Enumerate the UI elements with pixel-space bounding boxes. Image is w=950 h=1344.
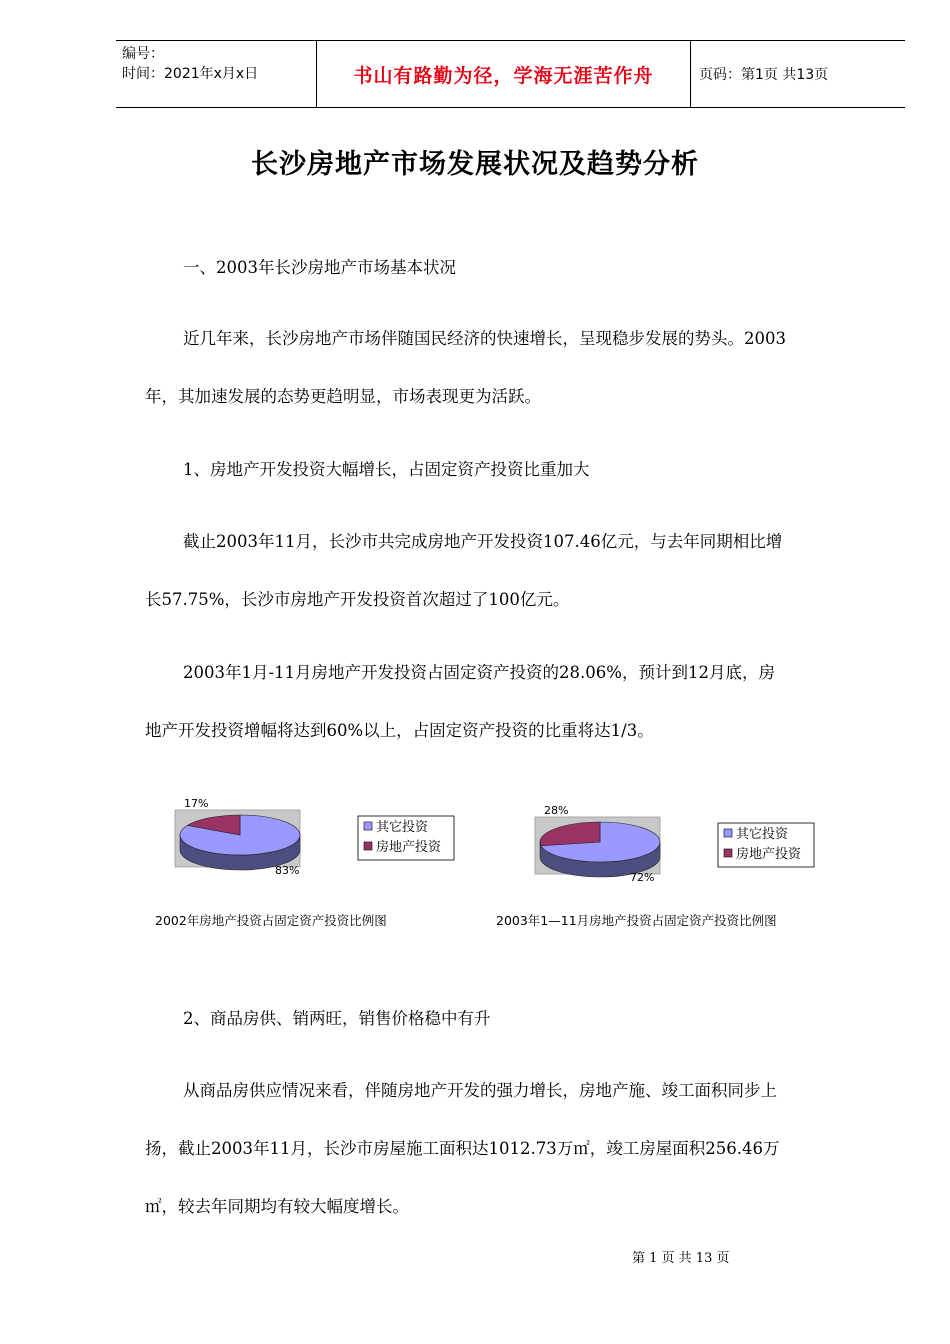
legend-label-1: 房地产投资 [376, 840, 442, 855]
legend-label-0: 其它投资 [736, 827, 789, 842]
header-motto: 书山有路勤为径，学海无涯苦作舟 [316, 41, 691, 107]
subheading-2: 2、商品房供、销两旺，销售价格稳中有升 [183, 1009, 491, 1028]
document-title: 长沙房地产市场发展状况及趋势分析 [251, 149, 699, 180]
paragraph-2-line-1: 截止2003年11月，长沙市共完成房地产开发投资107.46亿元，与去年同期相比增 [183, 532, 783, 551]
legend-swatch-0 [364, 822, 372, 830]
paragraph-3-line-1: 2003年1月-11月房地产开发投资占固定资产投资的28.06%，预计到12月底，房 [183, 663, 775, 682]
pie-label-other: 72% [630, 871, 655, 884]
legend-swatch-1 [724, 849, 732, 857]
pie-label-realestate: 17% [184, 797, 209, 810]
paragraph-4-line-3: ㎡，较去年同期均有较大幅度增长。 [145, 1197, 409, 1216]
pie-chart-2003 [530, 797, 830, 892]
page-footer: 第 1 页 共 13 页 [632, 1251, 730, 1266]
time-label: 时间：2021年x月x日 [122, 66, 259, 82]
legend-label-0: 其它投资 [376, 820, 429, 835]
paragraph-4-line-2: 扬，截止2003年11月，长沙市房屋施工面积达1012.73万㎡，竣工房屋面积256.46万 [145, 1139, 780, 1158]
paragraph-3-line-2: 地产开发投资增幅将达到60%以上，占固定资产投资的比重将达1/3。 [145, 721, 654, 740]
subheading-1: 1、房地产开发投资大幅增长，占固定资产投资比重加大 [183, 460, 590, 479]
number-label: 编号： [122, 46, 164, 62]
legend-swatch-1 [364, 842, 372, 850]
pie-chart-2003-caption: 2003年1—11月房地产投资占固定资产投资比例图 [496, 913, 777, 928]
header-page-info: 页码：第1页 共13页 [699, 67, 829, 83]
paragraph-1-line-2: 年，其加速发展的态势更趋明显，市场表现更为活跃。 [145, 387, 541, 406]
pie-chart-2002-caption: 2002年房地产投资占固定资产投资比例图 [155, 913, 387, 928]
paragraph-4-line-1: 从商品房供应情况来看，伴随房地产开发的强力增长，房地产施、竣工面积同步上 [183, 1081, 777, 1100]
paragraph-2-line-2: 长57.75%，长沙市房地产开发投资首次超过了100亿元。 [145, 590, 570, 609]
pie-chart-2002 [170, 790, 470, 885]
legend-label-1: 房地产投资 [736, 847, 802, 862]
document-header [116, 40, 905, 108]
pie-label-realestate: 28% [544, 804, 569, 817]
section-heading-1: 一、2003年长沙房地产市场基本状况 [183, 258, 456, 277]
legend-swatch-0 [724, 829, 732, 837]
header-meta [116, 41, 316, 107]
paragraph-1-line-1: 近几年来，长沙房地产市场伴随国民经济的快速增长，呈现稳步发展的势头。2003 [183, 329, 786, 348]
pie-label-other: 83% [275, 864, 300, 877]
